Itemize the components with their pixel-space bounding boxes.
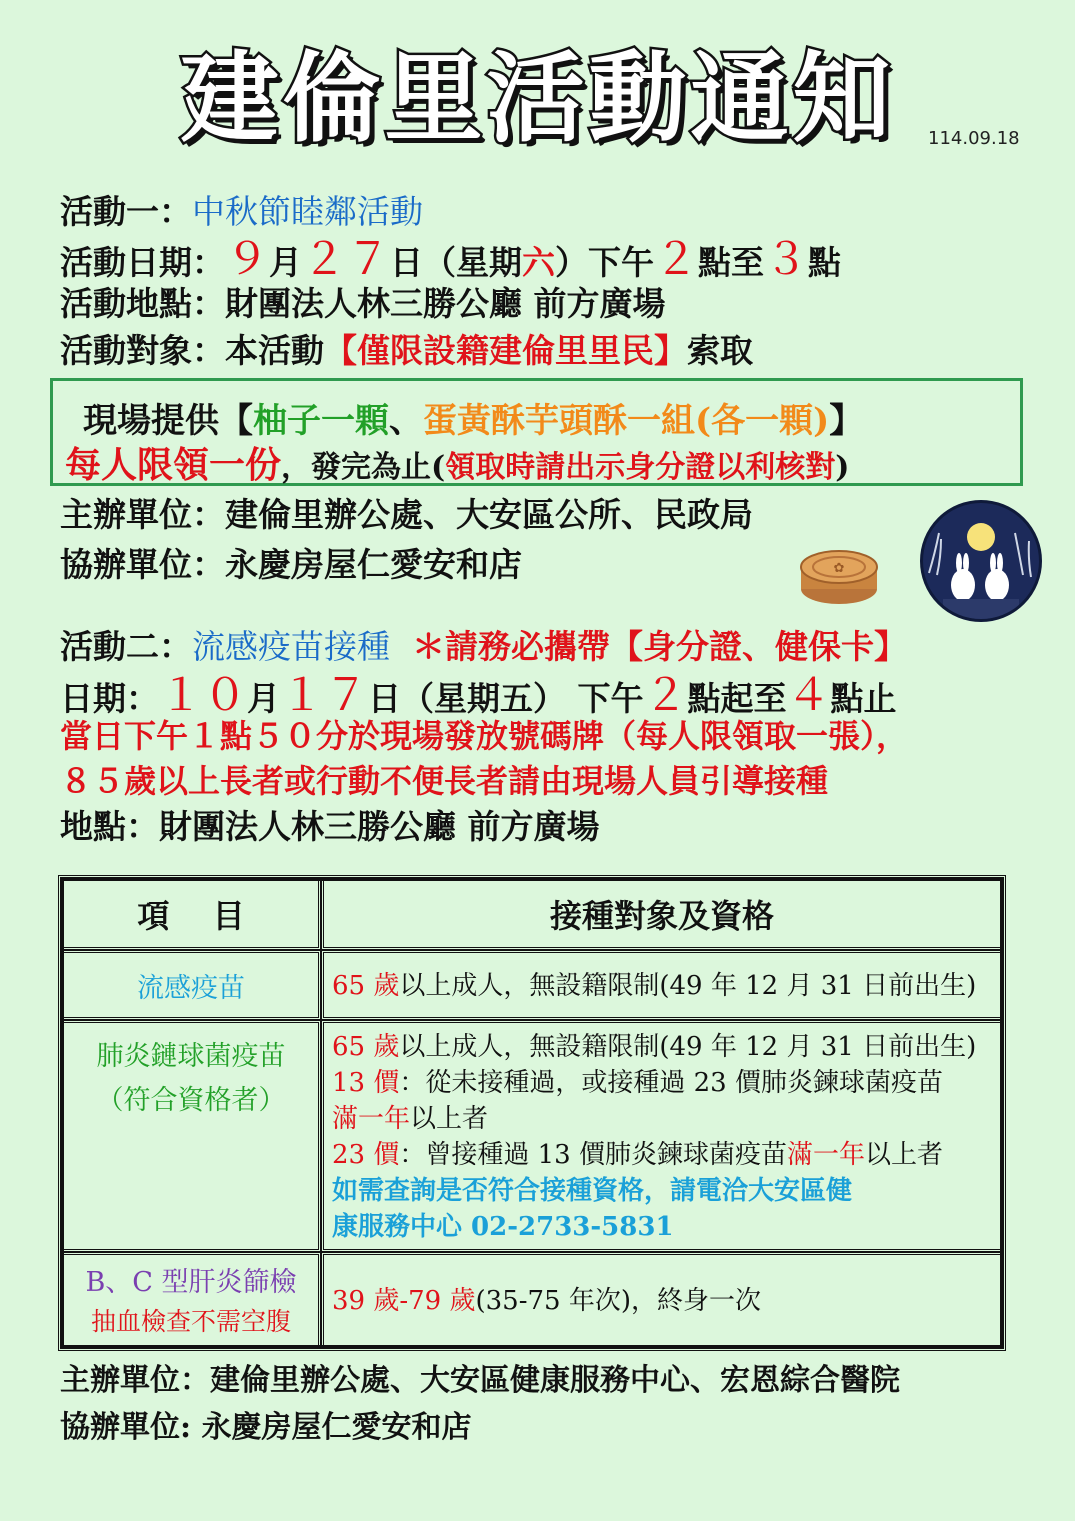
start-hour: ２ bbox=[654, 234, 698, 285]
event2-title bbox=[60, 627, 907, 667]
page-title: 建倫里活動通知 bbox=[180, 42, 895, 156]
row-name bbox=[61, 950, 321, 1020]
day: １７ bbox=[280, 670, 368, 721]
event2-label: 活動二： bbox=[60, 627, 192, 666]
table-row bbox=[61, 950, 1003, 1020]
provide-line bbox=[83, 393, 863, 442]
v23-text: ：曾接種過 13 價肺炎鍊球菌疫苗 bbox=[399, 1140, 787, 1170]
row-detail bbox=[321, 1252, 1003, 1348]
event1-title bbox=[60, 192, 423, 232]
issue-date: 114.09.18 bbox=[928, 128, 1020, 149]
limit-line bbox=[65, 437, 849, 488]
date-mid2: 點至 bbox=[698, 243, 764, 282]
table-row bbox=[61, 1252, 1003, 1348]
provide-pre: 現場提供【 bbox=[83, 401, 253, 441]
end-hour: ３ bbox=[764, 234, 808, 285]
event1-target bbox=[60, 331, 753, 371]
detail-line bbox=[332, 1029, 994, 1065]
pneumo-vaccine-name: 肺炎鏈球菌疫苗 bbox=[96, 1041, 286, 1072]
vaccine-table bbox=[58, 875, 1006, 1351]
provide-post: 】 bbox=[829, 401, 864, 441]
contact-line1: 如需查詢是否符合接種資格，請電洽大安區健 bbox=[332, 1176, 853, 1206]
target-pre: 本活動 bbox=[225, 331, 324, 370]
day-unit: 日（星期 bbox=[390, 243, 522, 282]
place-label: 活動地點： bbox=[60, 284, 225, 323]
hepatitis-screen-name: B、C 型肝炎篩檢 bbox=[85, 1267, 297, 1298]
provide-item2: 蛋黃酥芋頭酥一組(各一顆) bbox=[423, 401, 830, 441]
event2-notice: ＊請務必攜帶【身分證、健保卡】 bbox=[412, 627, 907, 666]
mooncake-icon bbox=[798, 545, 880, 607]
end-unit: 點 bbox=[808, 243, 841, 282]
event2-name: 流感疫苗接種 bbox=[192, 627, 390, 666]
provide-item1: 柚子一顆 bbox=[253, 401, 389, 441]
event1-label: 活動一： bbox=[60, 192, 192, 231]
target-label: 活動對象： bbox=[60, 331, 225, 370]
header-item: 項 目 bbox=[61, 878, 321, 950]
month-unit: 月 bbox=[247, 679, 280, 718]
hepatitis-screen-note: 抽血檢查不需空腹 bbox=[90, 1307, 291, 1336]
target-post: 索取 bbox=[687, 331, 753, 370]
month-unit: 月 bbox=[269, 243, 302, 282]
event1-place bbox=[60, 284, 666, 324]
day: ２７ bbox=[302, 234, 390, 285]
row-name bbox=[61, 1252, 321, 1348]
co-value: 永慶房屋仁愛安和店 bbox=[225, 545, 522, 584]
date-mid: ）下午 bbox=[555, 243, 654, 282]
place-value: 財團法人林三勝公廳 前方廣場 bbox=[225, 284, 666, 323]
month: ９ bbox=[225, 234, 269, 285]
age-range: 39 歲-79 歲 bbox=[332, 1286, 476, 1316]
provide-sep: 、 bbox=[389, 401, 423, 441]
footer-co-organizer: 協辦單位: 永慶房屋仁愛安和店 bbox=[60, 1410, 472, 1445]
age: 65 歲 bbox=[332, 1032, 400, 1062]
limit-mid: ，發完為止( bbox=[281, 450, 446, 485]
table-row bbox=[61, 1020, 1003, 1252]
flu-vaccine-name: 流感疫苗 bbox=[137, 972, 245, 1004]
date-mid: 點起至 bbox=[687, 679, 787, 718]
detail-text: 以上成人，無設籍限制(49 年 12 月 31 日前出生) bbox=[399, 971, 977, 1001]
v13-label: 13 價 bbox=[332, 1068, 400, 1098]
limit-red2: 領取時請出示身分證以利核對 bbox=[445, 450, 836, 485]
detail-text: (35-75 年次)，終身一次 bbox=[475, 1286, 761, 1316]
weekday: 六 bbox=[522, 243, 555, 282]
footer-organizer: 主辦單位：建倫里辦公處、大安區健康服務中心、宏恩綜合醫院 bbox=[60, 1363, 900, 1398]
detail-line bbox=[332, 1065, 994, 1101]
end-hour: ４ bbox=[786, 670, 831, 721]
target-highlight: 【僅限設籍建倫里里民】 bbox=[324, 331, 687, 370]
v23-label: 23 價 bbox=[332, 1140, 400, 1170]
detail-text: 以上成人，無設籍限制(49 年 12 月 31 日前出生) bbox=[399, 1032, 977, 1062]
v23-tail: 以上者 bbox=[865, 1140, 944, 1170]
co-label: 協辦單位： bbox=[60, 545, 225, 584]
date-label: 日期： bbox=[60, 679, 159, 718]
end-unit: 點止 bbox=[830, 679, 897, 718]
event2-place: 地點：財團法人林三勝公廳 前方廣場 bbox=[60, 807, 600, 846]
start-hour: ２ bbox=[643, 670, 688, 721]
detail-line bbox=[332, 1137, 994, 1173]
contact-line2: 康服務中心 02-2733-5831 bbox=[332, 1212, 674, 1242]
limit-end: ) bbox=[835, 450, 850, 485]
month: １０ bbox=[159, 670, 247, 721]
day-unit: 日（星期五） 下午 bbox=[368, 679, 644, 718]
provide-box bbox=[50, 378, 1023, 486]
v13-text: ：從未接種過，或接種過 23 價肺炎鍊球菌疫苗 bbox=[399, 1068, 943, 1098]
svg-text:✿: ✿ bbox=[833, 561, 845, 576]
event2-note2: ８５歲以上長者或行動不便長者請由現場人員引導接種 bbox=[60, 762, 829, 800]
event1-name: 中秋節睦鄰活動 bbox=[192, 192, 423, 231]
row-detail bbox=[321, 1020, 1003, 1252]
organizer-value: 建倫里辦公處、大安區公所、民政局 bbox=[225, 495, 753, 534]
age: 65 歲 bbox=[332, 971, 400, 1001]
v13-tail: 以上者 bbox=[410, 1104, 489, 1134]
table-header bbox=[61, 878, 1003, 950]
event1-date bbox=[60, 234, 841, 287]
detail-line bbox=[332, 1101, 994, 1137]
header-target: 接種對象及資格 bbox=[321, 878, 1003, 950]
event2-note1: 當日下午１點５０分於現場發放號碼牌（每人限領取一張）， bbox=[60, 717, 909, 755]
moon-rabbit-icon bbox=[920, 500, 1042, 622]
pneumo-vaccine-qual: （符合資格者） bbox=[96, 1085, 286, 1116]
v23-red: 滿一年 bbox=[786, 1140, 865, 1170]
event1-co-organizer bbox=[60, 545, 522, 585]
organizer-label: 主辦單位： bbox=[60, 495, 225, 534]
limit-red: 每人限領一份 bbox=[65, 444, 282, 486]
row-detail bbox=[321, 950, 1003, 1020]
date-label: 活動日期： bbox=[60, 243, 225, 282]
v13-red: 滿一年 bbox=[332, 1104, 411, 1134]
event1-organizer bbox=[60, 495, 753, 535]
row-name bbox=[61, 1020, 321, 1252]
event2-date bbox=[60, 670, 897, 723]
